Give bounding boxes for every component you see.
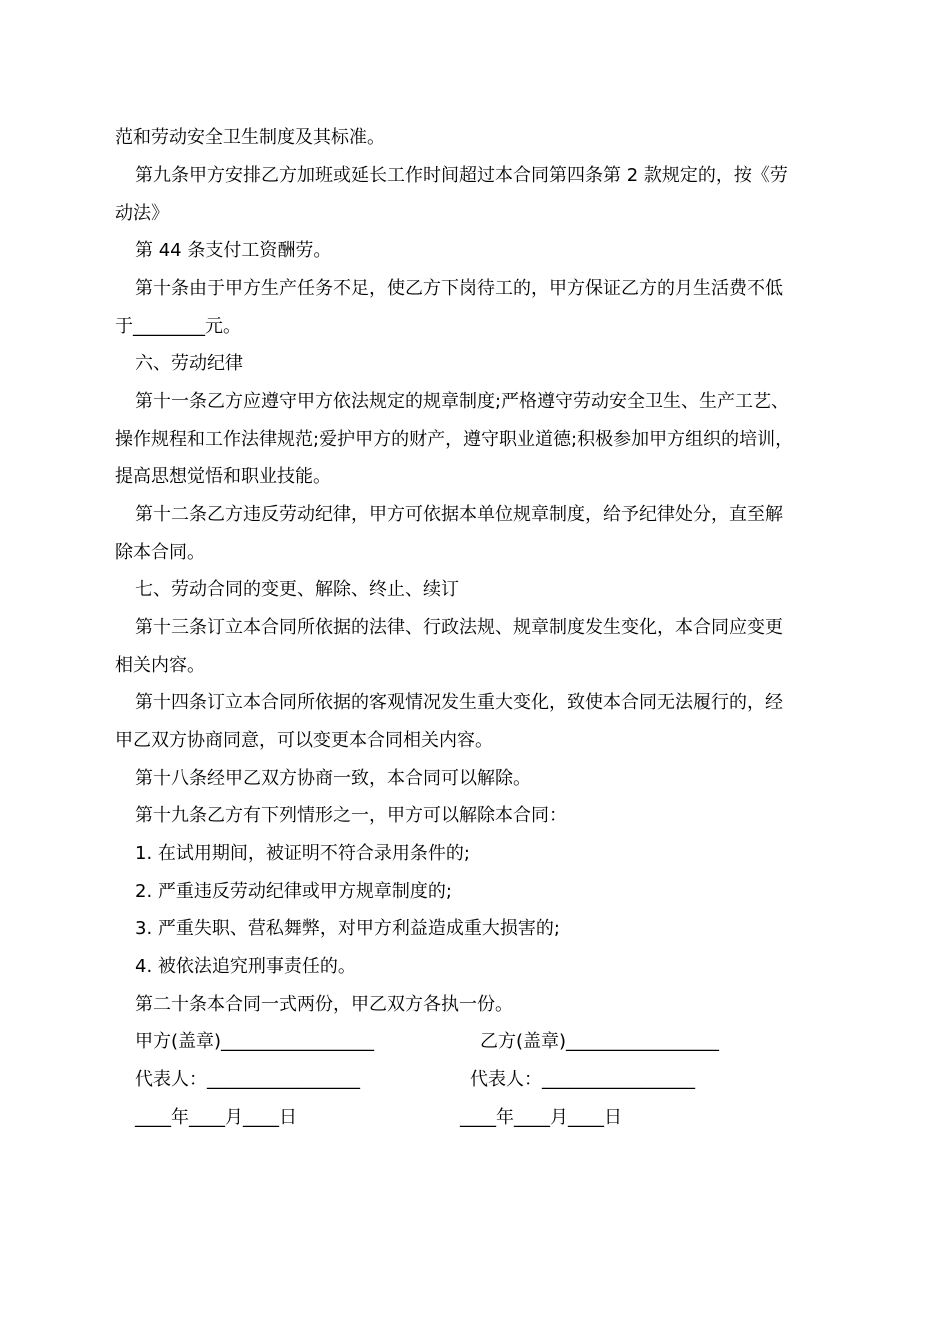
text-line: 第十一条乙方应遵守甲方依法规定的规章制度;严格遵守劳动安全卫生、生产工艺、: [135, 391, 790, 412]
party-b-representative-line: 代表人：_________________: [470, 1069, 695, 1090]
text-line: 第十四条订立本合同所依据的客观情况发生重大变化，致使本合同无法履行的，经: [135, 692, 783, 713]
text-line: 第十二条乙方违反劳动纪律，甲方可依据本单位规章制度，给予纪律处分，直至解: [135, 504, 783, 525]
party-b-seal-line: 乙方(盖章)_________________: [480, 1031, 720, 1052]
text-line: 操作规程和工作法律规范;爱护甲方的财产，遵守职业道德;积极参加甲方组织的培训，: [115, 429, 794, 450]
text-line: 提高思想觉悟和职业技能。: [115, 466, 331, 487]
text-line: 范和劳动安全卫生制度及其标准。: [115, 127, 385, 148]
party-a-representative-line: 代表人：_________________: [135, 1069, 360, 1090]
text-line: 第十条由于甲方生产任务不足，使乙方下岗待工的，甲方保证乙方的月生活费不低: [135, 278, 783, 299]
section-heading: 七、劳动合同的变更、解除、终止、续订: [135, 579, 459, 600]
text-line: 第十九条乙方有下列情形之一，甲方可以解除本合同：: [135, 805, 567, 826]
text-line: 第 44 条支付工资酬劳。: [135, 240, 332, 261]
text-line: 甲乙双方协商同意，可以变更本合同相关内容。: [115, 730, 493, 751]
text-line: 除本合同。: [115, 542, 205, 563]
text-line: 于________元。: [115, 316, 241, 337]
list-item: 3. 严重失职、营私舞弊，对甲方利益造成重大损害的;: [135, 918, 560, 939]
list-item: 2. 严重违反劳动纪律或甲方规章制度的;: [135, 881, 452, 902]
text-line: 第十三条订立本合同所依据的法律、行政法规、规章制度发生变化，本合同应变更: [135, 617, 783, 638]
text-line: 第九条甲方安排乙方加班或延长工作时间超过本合同第四条第 2 款规定的，按《劳: [135, 165, 788, 186]
section-heading: 六、劳动纪律: [135, 353, 243, 374]
list-item: 4. 被依法追究刑事责任的。: [135, 956, 356, 977]
party-a-seal-line: 甲方(盖章)_________________: [135, 1031, 375, 1052]
party-b-date-line: ____年____月____日: [460, 1107, 622, 1128]
list-item: 1. 在试用期间，被证明不符合录用条件的;: [135, 843, 470, 864]
text-line: 动法》: [115, 203, 169, 224]
text-line: 第十八条经甲乙双方协商一致，本合同可以解除。: [135, 768, 531, 789]
text-line: 第二十条本合同一式两份，甲乙双方各执一份。: [135, 994, 513, 1015]
party-a-date-line: ____年____月____日: [135, 1107, 297, 1128]
text-line: 相关内容。: [115, 655, 205, 676]
